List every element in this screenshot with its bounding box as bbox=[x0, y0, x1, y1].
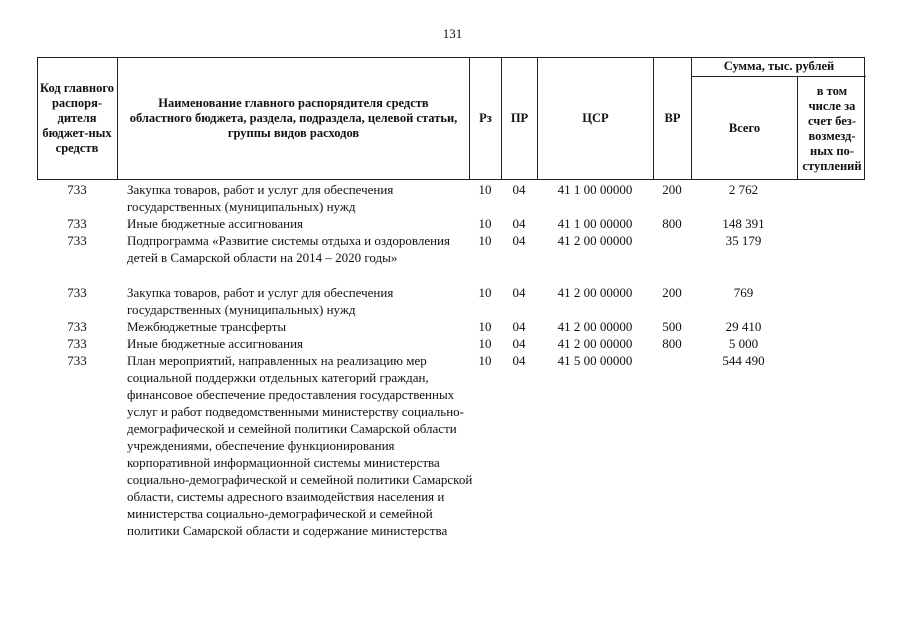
cell-name: Иные бюджетные ассигнования bbox=[127, 216, 304, 231]
cell-pr: 04 bbox=[512, 336, 526, 351]
header-sum-title: Сумма, тыс. рублей bbox=[692, 57, 866, 77]
cell-pr: 04 bbox=[512, 285, 526, 300]
cell-csr: 41 2 00 00000 bbox=[557, 336, 633, 351]
cell-pr: 04 bbox=[512, 233, 526, 248]
cell-name: Закупка товаров, работ и услуг для обеспечения государственных (муниципальных) нужд bbox=[127, 182, 394, 214]
cell-rz: 10 bbox=[478, 233, 492, 248]
cell-code: 733 bbox=[67, 353, 87, 368]
cell-rz: 10 bbox=[478, 285, 492, 300]
cell-total: 35 179 bbox=[725, 233, 762, 248]
cell-name: Подпрограмма «Развитие системы отдыха и оздоровления детей в Самарской области на 2014 – 2020 годы» bbox=[127, 233, 450, 265]
header-name bbox=[117, 57, 469, 180]
cell-name: Межбюджетные трансферты bbox=[127, 319, 287, 334]
header-rz-label: Рз bbox=[479, 111, 492, 125]
header-vr-label: ВР bbox=[664, 111, 681, 125]
cell-pr: 04 bbox=[512, 319, 526, 334]
cell-pr: 04 bbox=[512, 216, 526, 231]
cell-vr: 200 bbox=[662, 285, 682, 300]
header-csr bbox=[537, 57, 653, 180]
cell-total: 29 410 bbox=[725, 319, 762, 334]
header-vr bbox=[653, 57, 691, 180]
cell-name: Закупка товаров, работ и услуг для обеспечения государственных (муниципальных) нужд bbox=[127, 285, 394, 317]
cell-rz: 10 bbox=[478, 336, 492, 351]
cell-vr: 200 bbox=[662, 182, 682, 197]
cell-rz: 10 bbox=[478, 216, 492, 231]
cell-vr: 800 bbox=[662, 336, 682, 351]
cell-code: 733 bbox=[67, 336, 87, 351]
cell-total: 5 000 bbox=[728, 336, 759, 351]
cell-rz: 10 bbox=[478, 319, 492, 334]
header-grants bbox=[797, 77, 866, 180]
cell-code: 733 bbox=[67, 233, 87, 248]
cell-vr: 800 bbox=[662, 216, 682, 231]
cell-name: Иные бюджетные ассигнования bbox=[127, 336, 304, 351]
header-pr-label: ПР bbox=[510, 111, 529, 125]
cell-csr: 41 2 00 00000 bbox=[557, 285, 633, 300]
cell-rz: 10 bbox=[478, 353, 492, 368]
header-code bbox=[37, 57, 117, 180]
header-name-label: Наименование главного распорядителя средств областного бюджета, раздела, подраздела, целевой статьи, группы видов расходов bbox=[129, 96, 458, 140]
cell-code: 733 bbox=[67, 216, 87, 231]
cell-csr: 41 2 00 00000 bbox=[557, 233, 633, 248]
cell-total: 544 490 bbox=[722, 353, 765, 368]
header-total-label: Всего bbox=[728, 121, 761, 135]
cell-rz: 10 bbox=[478, 182, 492, 197]
cell-total: 148 391 bbox=[722, 216, 765, 231]
page-number: 131 bbox=[442, 26, 463, 41]
header-code-label: Код главного распоря-дителя бюджет-ных средств bbox=[40, 81, 114, 155]
cell-code: 733 bbox=[67, 319, 87, 334]
header-sum bbox=[691, 57, 865, 180]
cell-vr: 500 bbox=[662, 319, 682, 334]
cell-csr: 41 2 00 00000 bbox=[557, 319, 633, 334]
cell-name: План мероприятий, направленных на реализацию мер социальной поддержки отдельных категорий граждан, финансовое обеспечение предоставления государственных услуг и работ подведомственными министерству социально-демографической и семейной политики Самарской области учреждениями, обеспечение функционирования корпоративной информационной системы министерства социально-демографической и семейной политики Самарской области, системы адресного взаимодействия населения и министерства социально-демографической и семейной политики Самарской области и содержание министерства bbox=[127, 353, 473, 538]
cell-csr: 41 1 00 00000 bbox=[557, 216, 633, 231]
cell-total: 2 762 bbox=[728, 182, 759, 197]
header-total bbox=[692, 77, 797, 180]
cell-pr: 04 bbox=[512, 182, 526, 197]
cell-code: 733 bbox=[67, 182, 87, 197]
cell-pr: 04 bbox=[512, 353, 526, 368]
header-pr bbox=[501, 57, 537, 180]
header-rz bbox=[469, 57, 501, 180]
cell-csr: 41 1 00 00000 bbox=[557, 182, 633, 197]
cell-csr: 41 5 00 00000 bbox=[557, 353, 633, 368]
header-grants-label: в том числе за счет без-возмезд-ных по-ступлений bbox=[802, 83, 862, 173]
cell-total: 769 bbox=[733, 285, 754, 300]
cell-code: 733 bbox=[67, 285, 87, 300]
header-csr-label: ЦСР bbox=[582, 111, 609, 125]
